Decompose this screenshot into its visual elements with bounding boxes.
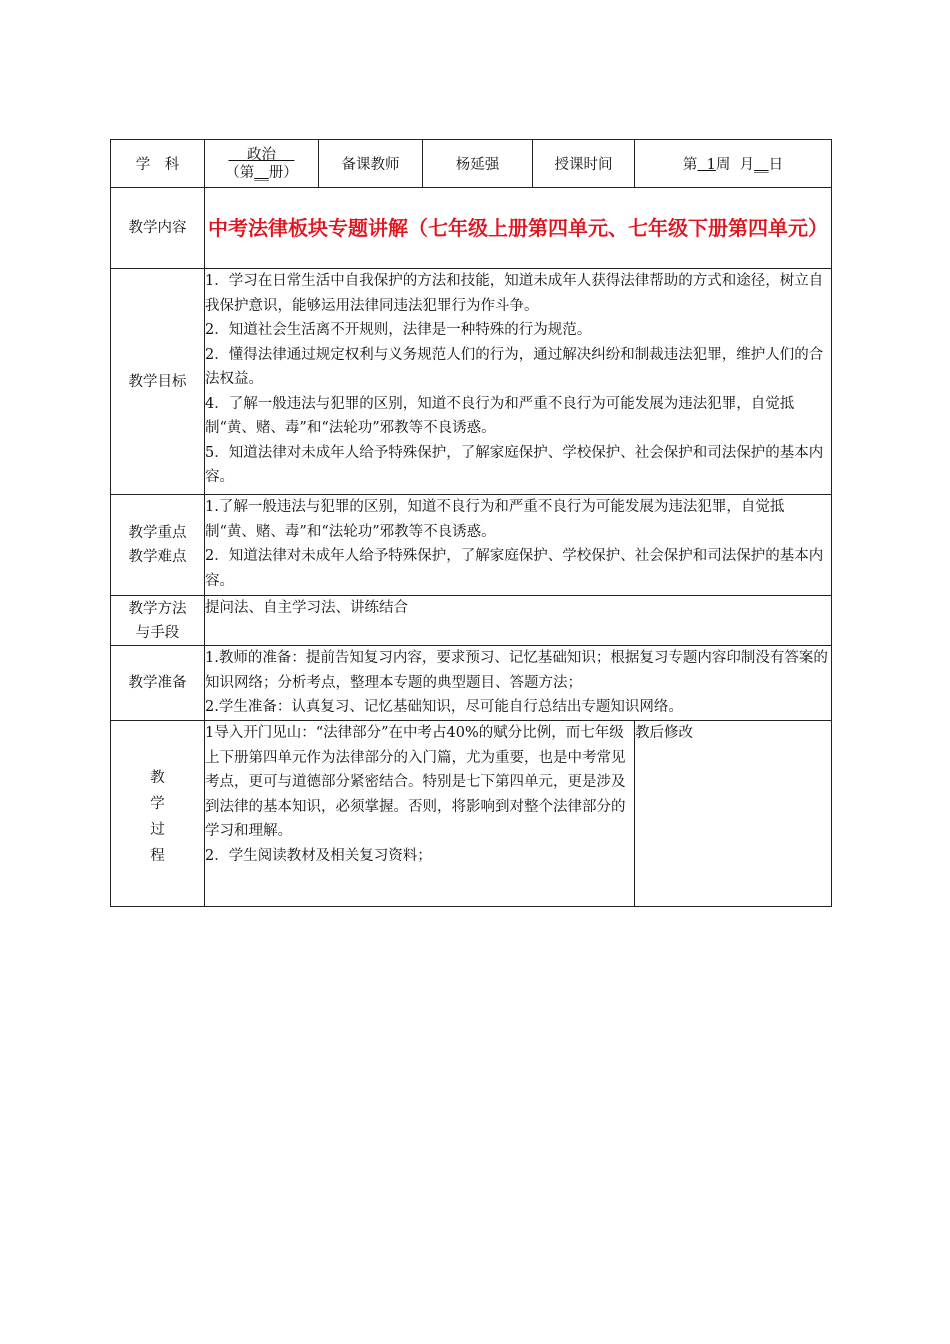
process-label-char: 过 [150,822,165,838]
goal-item: 1．学习在日常生活中自我保护的方法和技能，知道未成年人获得法律帮助的方式和途径，树立自我保护意识，能够运用法律同违法犯罪行为作斗争。 [205,273,824,314]
lesson-plan-table [110,139,832,907]
keypoints-label [111,495,205,596]
prep-item: 2.学生准备：认真复习、记忆基础知识，尽可能自行总结出专题知识网络。 [205,699,683,715]
revision-cell [635,721,832,907]
prep-item: 1.教师的准备：提前告知复习内容，要求预习、记忆基础知识；根据复习专题内容印制没有答案的知识网络；分析考点，整理本专题的典型题目、答题方法； [205,650,828,691]
keypoints-label-1: 教学重点 [128,525,187,541]
prep-content [205,646,832,721]
goals-content [205,269,832,495]
prep-row [111,646,832,721]
process-label-char: 教 [150,770,165,786]
subject-label: 学 科 [111,140,205,188]
process-label-char: 程 [150,848,165,864]
methods-row [111,596,832,646]
goal-item: 5．知道法律对未成年人给予特殊保护，了解家庭保护、学校保护、社会保护和司法保护的基本内容。 [205,444,824,485]
goal-item: 4．了解一般违法与犯罪的区别，知道不良行为和严重不良行为可能发展为违法犯罪，自觉抵制“黄、赌、毒”和“法轮功”邪教等不良诱惑。 [205,395,795,436]
subject-cell [205,140,319,188]
process-item: 1导入开门见山：“法律部分”在中考占40%的赋分比例，而七年级上下册第四单元作为法律部分的入门篇，尤为重要，也是中考常见考点，更可与道德部分紧密结合。特别是七下第四单元，更是涉及到法律的基本知识，必须掌握。否则，将影响到对整个法律部分的学习和理解。 [205,725,626,839]
teacher-label: 备课教师 [319,140,423,188]
content-label: 教学内容 [111,188,205,269]
revision-label: 教后修改 [635,725,693,741]
goal-item: 2．知道社会生活离不开规则，法律是一种特殊的行为规范。 [205,322,592,338]
header-row [111,140,832,188]
process-label [111,721,205,907]
lesson-title: 中考法律板块专题讲解（七年级上册第四单元、七年级下册第四单元） [205,188,832,269]
volume-line: （第__册） [225,164,298,181]
process-content [205,721,635,907]
teacher-name: 杨延强 [423,140,533,188]
subject-value: 政治 [247,146,276,163]
methods-label-2: 与手段 [135,624,180,641]
methods-label [111,596,205,646]
goal-item: 2．懂得法律通过规定权利与义务规范人们的行为，通过解决纠纷和制裁违法犯罪，维护人们的合法权益。 [205,346,824,387]
goals-label: 教学目标 [111,269,205,495]
goals-row [111,269,832,495]
keypoints-row [111,495,832,596]
keypoints-label-2: 教学难点 [128,549,187,565]
keypoint-item: 1.了解一般违法与犯罪的区别，知道不良行为和严重不良行为可能发展为违法犯罪，自觉抵制“黄、赌、毒”和“法轮功”邪教等不良诱惑。 [205,499,785,540]
keypoint-item: 2．知道法律对未成年人给予特殊保护，了解家庭保护、学校保护、社会保护和司法保护的基本内容。 [205,548,824,589]
content-row [111,188,832,269]
keypoints-content [205,495,832,596]
methods-label-1: 教学方法 [128,600,187,617]
prep-label: 教学准备 [111,646,205,721]
process-label-char: 学 [150,796,165,812]
time-label: 授课时间 [533,140,635,188]
process-row [111,721,832,907]
process-item: 2．学生阅读教材及相关复习资料； [205,847,432,864]
time-value: 第 1周 月__日 [635,140,832,188]
methods-content: 提问法、自主学习法、讲练结合 [205,596,832,646]
